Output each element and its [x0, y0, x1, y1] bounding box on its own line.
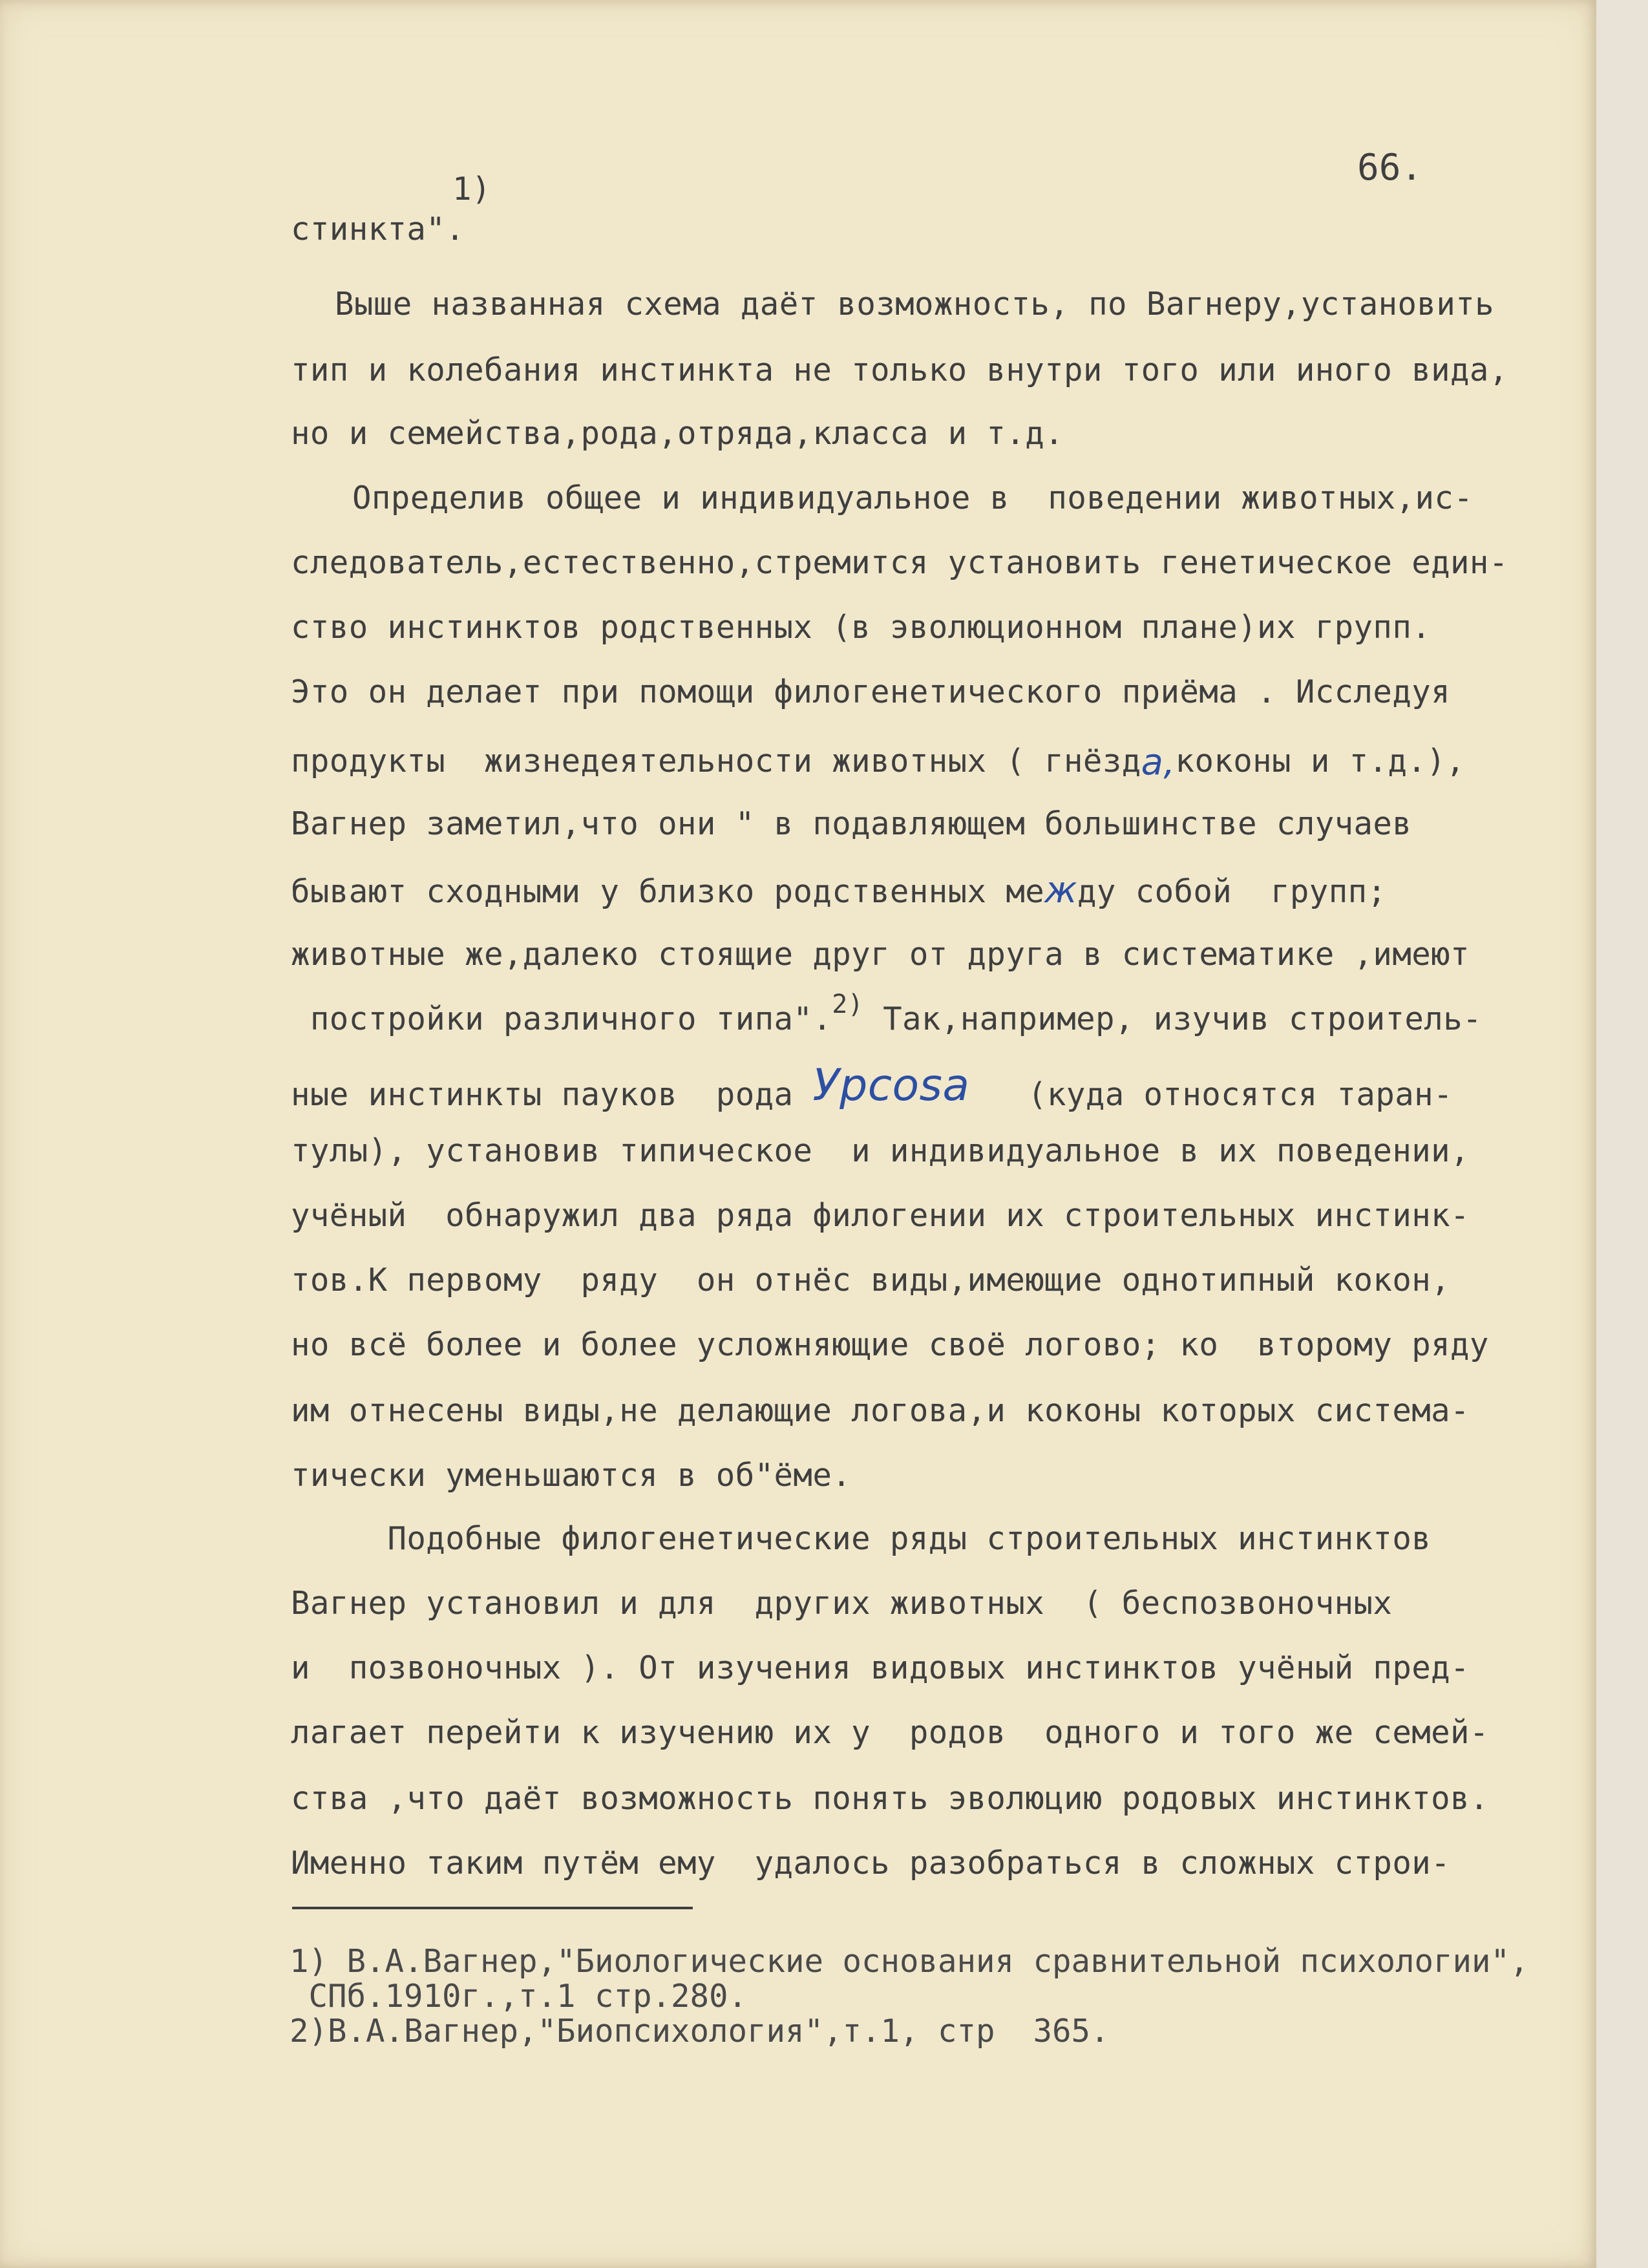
text-line: животные же,далеко стоящие друг от друга в систематике ,имеют — [291, 936, 1470, 973]
text-segment: ду собой групп; — [1077, 873, 1387, 910]
text-line: Это он делает при помощи филогенетического приёма . Исследуя — [291, 673, 1451, 710]
footnote-2: 2)В.А.Вагнер,"Биопсихология",т.1, стр 365. — [290, 2013, 1110, 2050]
text-segment: ные инстинкты пауков рода — [291, 1076, 813, 1113]
text-line: Вагнер заметил,что они " в подавляющем большинстве случаев — [291, 805, 1412, 842]
text-line-buildings — [291, 990, 1483, 1037]
text-line: ство инстинктов родственных (в эволюционном плане)их групп. — [291, 609, 1431, 646]
text-segment: продукты жизнедеятельности животных ( гнёзд — [291, 743, 1141, 779]
text-line: им отнесены виды,не делающие логова,и коконы которых система- — [291, 1392, 1470, 1429]
text-line: тически уменьшаются в об"ёме. — [291, 1457, 852, 1494]
continuation-line: стинкта". — [291, 211, 465, 248]
text-line: ства ,что даёт возможность понять эволюцию родовых инстинктов. — [291, 1780, 1489, 1817]
text-segment: постройки различного типа". — [291, 1001, 832, 1037]
text-line: лагает перейти к изучению их у родов одного и того же семей- — [291, 1714, 1489, 1751]
text-line-products — [291, 741, 1466, 783]
text-line: но всё более и более усложняющие своё логово; ко второму ряду — [291, 1326, 1489, 1363]
text-segment: (куда относятся таран- — [969, 1076, 1453, 1113]
text-segment: Так,например, изучив строитель- — [863, 1001, 1483, 1037]
footnote-separator — [292, 1907, 693, 1909]
text-line: Определив общее и индивидуальное в поведении животных,ис- — [352, 480, 1474, 516]
text-line: учёный обнаружил два ряда филогении их строительных инстинк- — [291, 1197, 1470, 1234]
text-segment: коконы и т.д.), — [1175, 743, 1466, 779]
page-number: 66. — [1357, 147, 1423, 189]
text-segment: бывают сходными у близко родственных ме — [291, 873, 1045, 910]
scan-background-strip — [1596, 0, 1648, 2268]
footnote-1-continued: СПб.1910г.,т.1 стр.280. — [290, 1978, 748, 2015]
text-line: тип и колебания инстинкта не только внутри того или иного вида, — [291, 352, 1508, 388]
text-line: Именно таким путём ему удалось разобраться в сложных строи- — [291, 1845, 1451, 1881]
text-line: следователь,естественно,стремится установить генетическое един- — [291, 544, 1508, 581]
text-line: Подобные филогенетические ряды строительных инстинктов — [291, 1520, 1431, 1557]
handwritten-genus-name: Уpcosa — [812, 1060, 970, 1111]
text-line-spiders — [291, 1060, 1453, 1113]
text-line-byvayut — [291, 869, 1387, 911]
text-line: тулы), установив типическое и индивидуальное в их поведении, — [291, 1132, 1470, 1169]
text-line: но и семейства,рода,отряда,класса и т.д. — [291, 415, 1064, 452]
footnote-ref-1: 1) — [452, 171, 491, 207]
text-line: и позвоночных ). От изучения видовых инстинктов учёный пред- — [291, 1649, 1470, 1686]
footnote-ref-2: 2) — [832, 990, 864, 1019]
handwritten-correction-a: а, — [1141, 741, 1176, 783]
text-line: Выше названная схема даёт возможность, по Вагнеру,установить — [335, 286, 1495, 323]
text-line: Вагнер установил и для других животных ( беспозвоночных — [291, 1585, 1393, 1622]
text-line: тов.К первому ряду он отнёс виды,имеющие однотипный кокон, — [291, 1262, 1451, 1298]
footnote-1: 1) В.А.Вагнер,"Биологические основания сравнительной психологии", — [290, 1943, 1529, 1980]
handwritten-correction-zh: ж — [1044, 869, 1077, 911]
